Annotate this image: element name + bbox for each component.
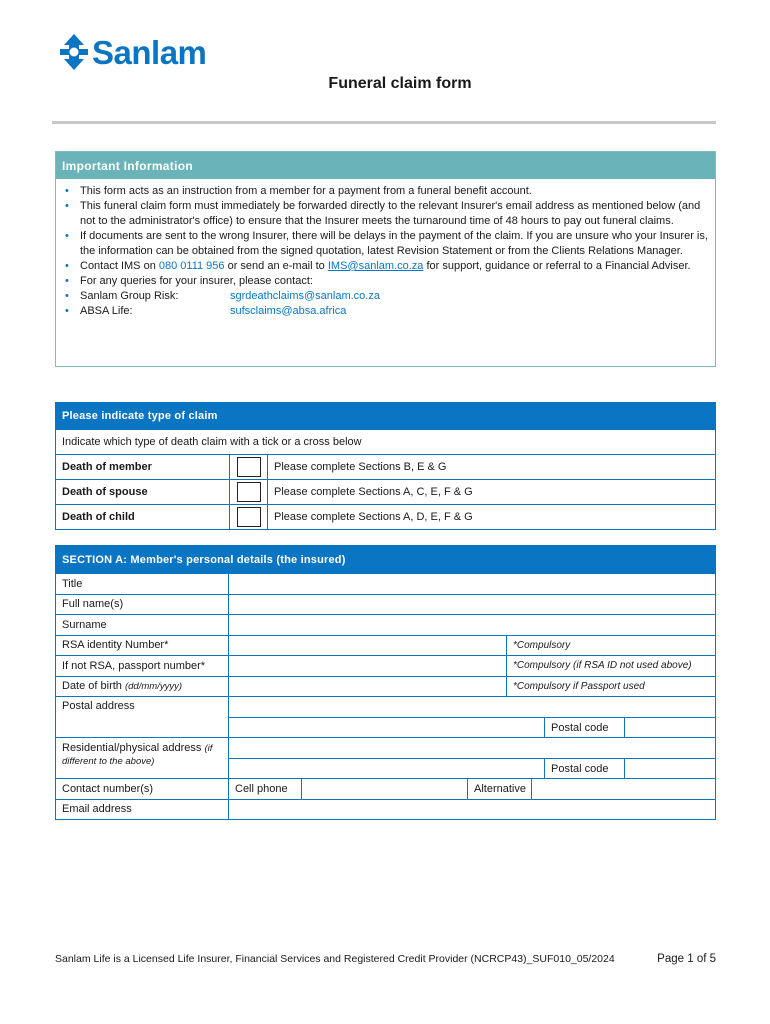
insurer-label: • Sanlam Group Risk:: [80, 290, 179, 302]
dob-note: *Compulsory if Passport used: [506, 677, 715, 697]
table-row: [56, 799, 715, 820]
alternative-input[interactable]: [531, 779, 715, 799]
claim-type-label: Death of child: [62, 511, 135, 523]
title-label: Title: [62, 577, 83, 590]
cell-phone-label: Cell phone: [228, 779, 301, 799]
contact-text: for support, guidance or referral to a Financial Adviser.: [423, 260, 691, 272]
residential-text: Residential/physical address: [62, 742, 202, 754]
postal-address-input[interactable]: [229, 697, 715, 717]
contact-text: or send an e-mail to: [224, 260, 328, 272]
claim-type-note: Please complete Sections B, E & G: [267, 455, 715, 479]
dob-format: (dd/mm/yyyy): [124, 680, 182, 692]
list-item: • If documents are sent to the wrong Insurer, there will be delays in the payment of the claim. If you are unsure who your Insurer is, the information can be obtained from the signed quotation, latest Revision Statement or from the Clients Relations Manager.: [62, 229, 709, 259]
dob-label: [56, 677, 228, 697]
table-row: [56, 429, 715, 454]
residential-address-input[interactable]: [229, 738, 715, 758]
passport-input[interactable]: [228, 656, 506, 676]
ims-phone-link[interactable]: 080 0111 956: [158, 260, 225, 272]
sanlam-logo: [58, 32, 206, 72]
table-row: [56, 573, 715, 594]
death-of-spouse-checkbox[interactable]: [237, 482, 261, 502]
passport-note: *Compulsory (if RSA ID not used above): [506, 656, 715, 676]
table-row: [56, 696, 715, 737]
table-row: [56, 676, 715, 697]
table-row: [56, 655, 715, 676]
postal-address-input-2[interactable]: [229, 718, 544, 737]
alternative-label: Alternative: [467, 779, 531, 799]
list-item: • For any queries for your insurer, please contact:: [62, 274, 709, 289]
information-list: [56, 179, 715, 319]
residential-code-row: [229, 758, 715, 778]
brand-name: Sanlam: [92, 33, 207, 71]
insurer-email-link[interactable]: sgrdeathclaims@sanlam.co.za: [230, 290, 380, 302]
checkbox-cell: [229, 480, 267, 504]
rsa-id-label: RSA identity Number*: [62, 639, 169, 652]
postal-code-label: Postal code: [544, 718, 624, 737]
important-heading: Important Information: [56, 152, 715, 179]
table-row: [56, 635, 715, 656]
death-of-child-checkbox[interactable]: [237, 507, 261, 527]
table-row: [56, 479, 715, 504]
surname-input[interactable]: [228, 615, 715, 635]
surname-label: Surname: [62, 618, 107, 631]
residential-note: (if different to the above): [62, 743, 213, 767]
residential-code-label: Postal code: [544, 759, 624, 778]
checkbox-cell: [229, 505, 267, 529]
claim-instruction: Indicate which type of death claim with a tick or a cross below: [62, 436, 362, 448]
section-a-table: [55, 545, 716, 820]
insurer-label: • ABSA Life:: [80, 305, 133, 317]
claim-type-label: Death of member: [62, 461, 152, 473]
list-item: [62, 304, 709, 319]
email-label: Email address: [62, 803, 132, 816]
table-row: [56, 737, 715, 778]
death-of-member-checkbox[interactable]: [237, 457, 261, 477]
list-item: • This form acts as an instruction from a member for a payment from a funeral benefit account.: [62, 184, 709, 199]
dob-input[interactable]: [228, 677, 506, 697]
table-row: [56, 504, 715, 529]
page-title: Funeral claim form: [328, 75, 472, 92]
table-row: [56, 614, 715, 635]
residential-address-area: [228, 738, 715, 778]
email-input[interactable]: [228, 800, 715, 820]
claim-type-note: Please complete Sections A, D, E, F & G: [267, 505, 715, 529]
table-row: [56, 778, 715, 799]
table-row: [56, 594, 715, 615]
title-input[interactable]: [228, 574, 715, 594]
sanlam-shield-icon: [58, 33, 90, 71]
rsa-id-input[interactable]: [228, 636, 506, 656]
residential-code-input[interactable]: [624, 759, 715, 778]
list-item: [62, 259, 709, 274]
ims-email-link[interactable]: IMS@sanlam.co.za: [327, 260, 424, 272]
rsa-id-note: *Compulsory: [506, 636, 715, 656]
insurer-email-link[interactable]: sufsclaims@absa.africa: [230, 305, 347, 317]
checkbox-cell: [229, 455, 267, 479]
footer-text: Sanlam Life is a Licensed Life Insurer, Financial Services and Registered Credit Provider (NCRCP43)_SUF010_05/2024: [55, 953, 615, 965]
section-a-heading: SECTION A: Member's personal details (the insured): [56, 546, 715, 573]
important-information: [55, 151, 716, 367]
dob-text: Date of birth: [62, 680, 122, 693]
cell-phone-input[interactable]: [301, 779, 467, 799]
postal-address-area: [228, 697, 715, 737]
list-item: • This funeral claim form must immediately be forwarded directly to the relevant Insurer's email address as mentioned below (and not to the administrator's office) to ensure that the Insurer meets the turnaround time of 48 hours to pay out funeral claims.: [62, 199, 709, 229]
page-number: Page 1 of 5: [657, 953, 716, 965]
table-row: [56, 454, 715, 479]
residential-address-label: [56, 738, 228, 778]
contact-text: Contact IMS on: [80, 260, 159, 272]
contact-numbers-label: Contact number(s): [62, 782, 154, 795]
claim-type-heading: Please indicate type of claim: [56, 403, 715, 429]
claim-type-table: [55, 402, 716, 530]
full-names-input[interactable]: [228, 595, 715, 615]
divider: [52, 121, 716, 124]
claim-type-note: Please complete Sections A, C, E, F & G: [267, 480, 715, 504]
postal-code-row: [229, 717, 715, 737]
residential-address-input-2[interactable]: [229, 759, 544, 778]
postal-address-label: Postal address: [62, 700, 135, 712]
passport-label: If not RSA, passport number*: [62, 659, 206, 672]
full-names-label: Full name(s): [62, 598, 124, 611]
page-footer: [55, 953, 716, 965]
postal-code-input[interactable]: [624, 718, 715, 737]
list-item: [62, 289, 709, 304]
claim-type-label: Death of spouse: [62, 486, 148, 498]
